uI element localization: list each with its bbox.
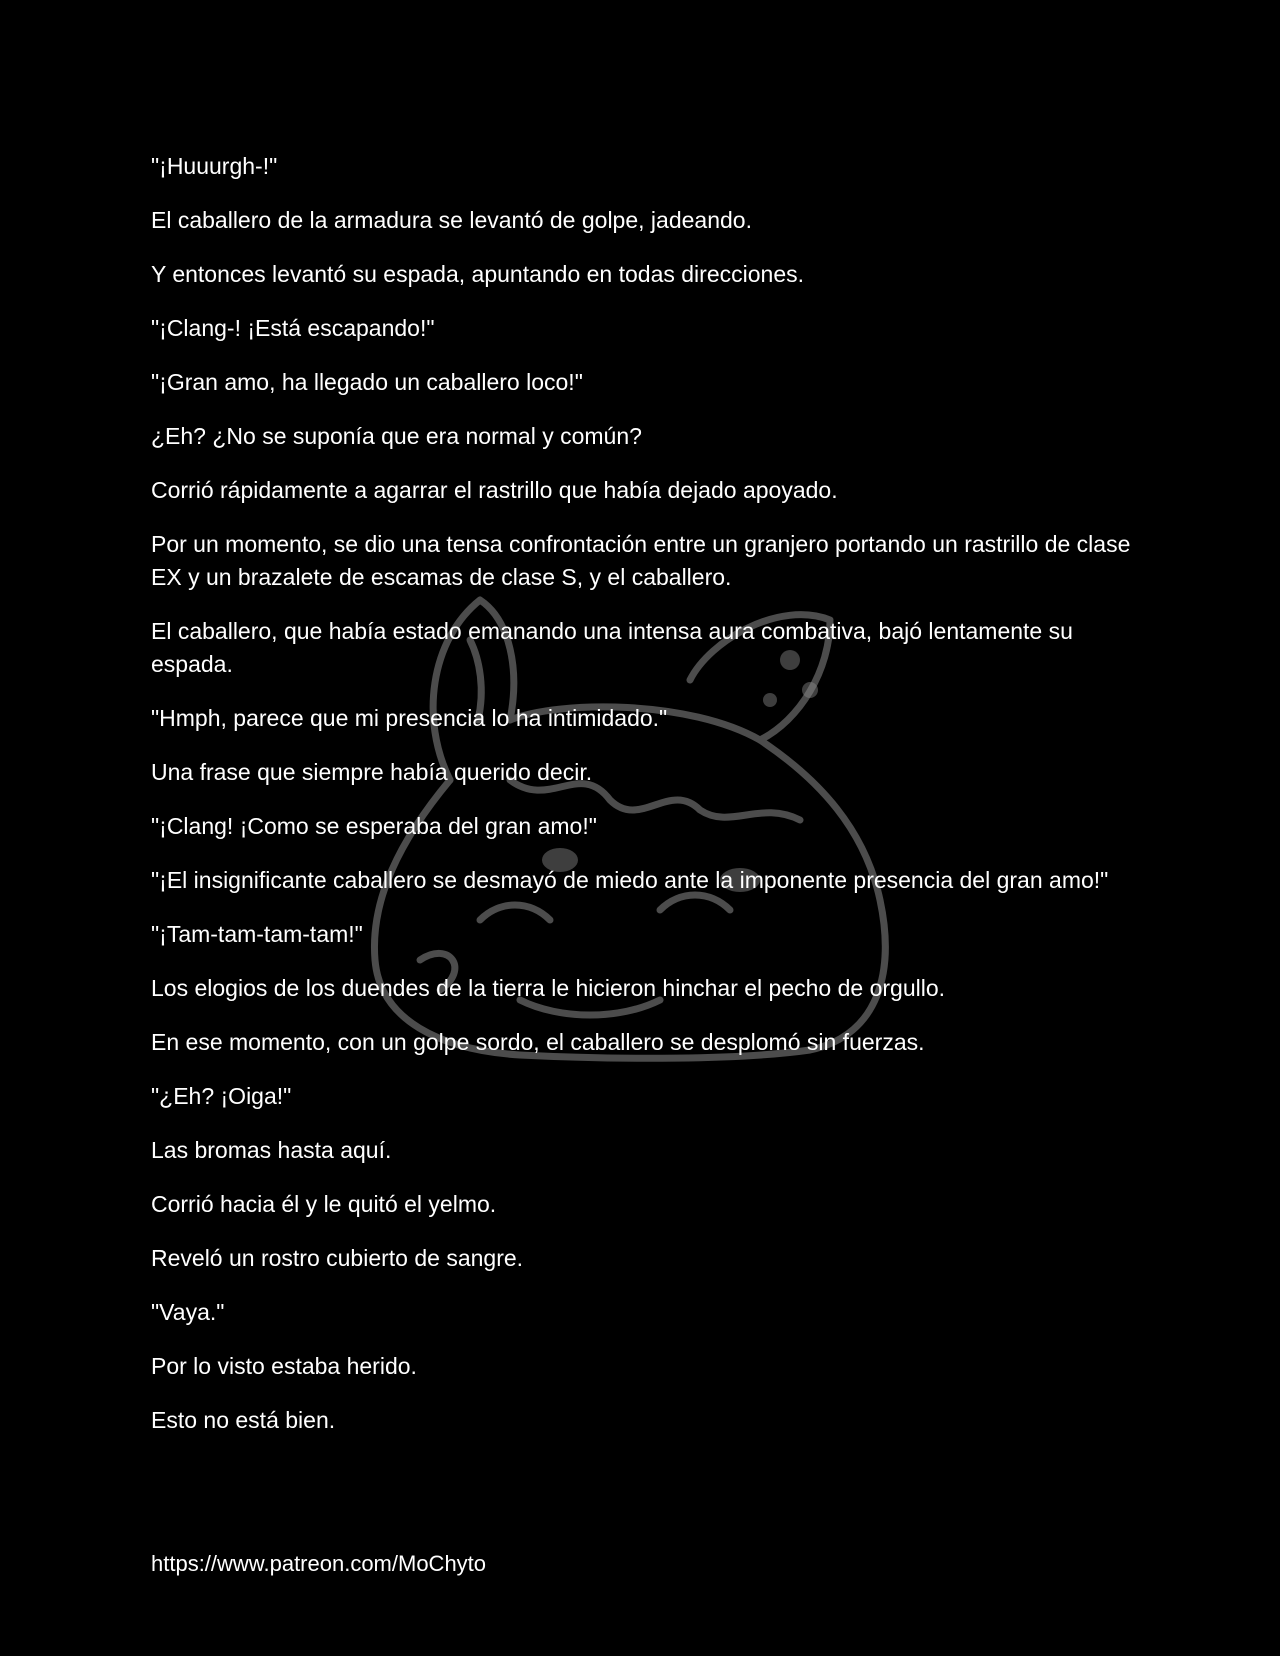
paragraph: "¡El insignificante caballero se desmayó de miedo ante la imponente presencia del gran amo!": [151, 867, 1109, 893]
paragraph: "Hmph, parece que mi presencia lo ha intimidado.": [151, 705, 668, 731]
paragraph: Corrió rápidamente a agarrar el rastrillo que había dejado apoyado.: [151, 477, 838, 503]
paragraph: Los elogios de los duendes de la tierra le hicieron hinchar el pecho de orgullo.: [151, 975, 946, 1001]
paragraph: "¡Gran amo, ha llegado un caballero loco!": [151, 369, 583, 395]
patreon-link[interactable]: https://www.patreon.com/MoChyto: [151, 1551, 487, 1576]
paragraph: Reveló un rostro cubierto de sangre.: [151, 1245, 524, 1271]
paragraph: Corrió hacia él y le quitó el yelmo.: [151, 1191, 497, 1217]
paragraph: Una frase que siempre había querido decir.: [151, 759, 593, 785]
paragraph: Por lo visto estaba herido.: [151, 1353, 417, 1379]
paragraph: "¡Tam-tam-tam-tam!": [151, 921, 363, 947]
paragraph: Las bromas hasta aquí.: [151, 1137, 392, 1163]
paragraph: En ese momento, con un golpe sordo, el caballero se desplomó sin fuerzas.: [151, 1029, 925, 1055]
story-text: [151, 150, 1141, 1458]
paragraph: Esto no está bien.: [151, 1407, 336, 1433]
paragraph: "¡Huuurgh-!": [151, 153, 278, 179]
paragraph: "¿Eh? ¡Oiga!": [151, 1083, 292, 1109]
paragraph: "¡Clang! ¡Como se esperaba del gran amo!": [151, 813, 597, 839]
paragraph: Y entonces levantó su espada, apuntando en todas direcciones.: [151, 261, 804, 287]
paragraph: ¿Eh? ¿No se suponía que era normal y común?: [151, 423, 642, 449]
paragraph: El caballero de la armadura se levantó de golpe, jadeando.: [151, 207, 752, 233]
paragraph: El caballero, que había estado emanando una intensa aura combativa, bajó lentamente su espada.: [151, 618, 1073, 677]
paragraph: Por un momento, se dio una tensa confrontación entre un granjero portando un rastrillo de clase EX y un brazalete de escamas de clase S, y el caballero.: [151, 531, 1131, 590]
paragraph: "Vaya.": [151, 1299, 225, 1325]
paragraph: "¡Clang-! ¡Está escapando!": [151, 315, 435, 341]
